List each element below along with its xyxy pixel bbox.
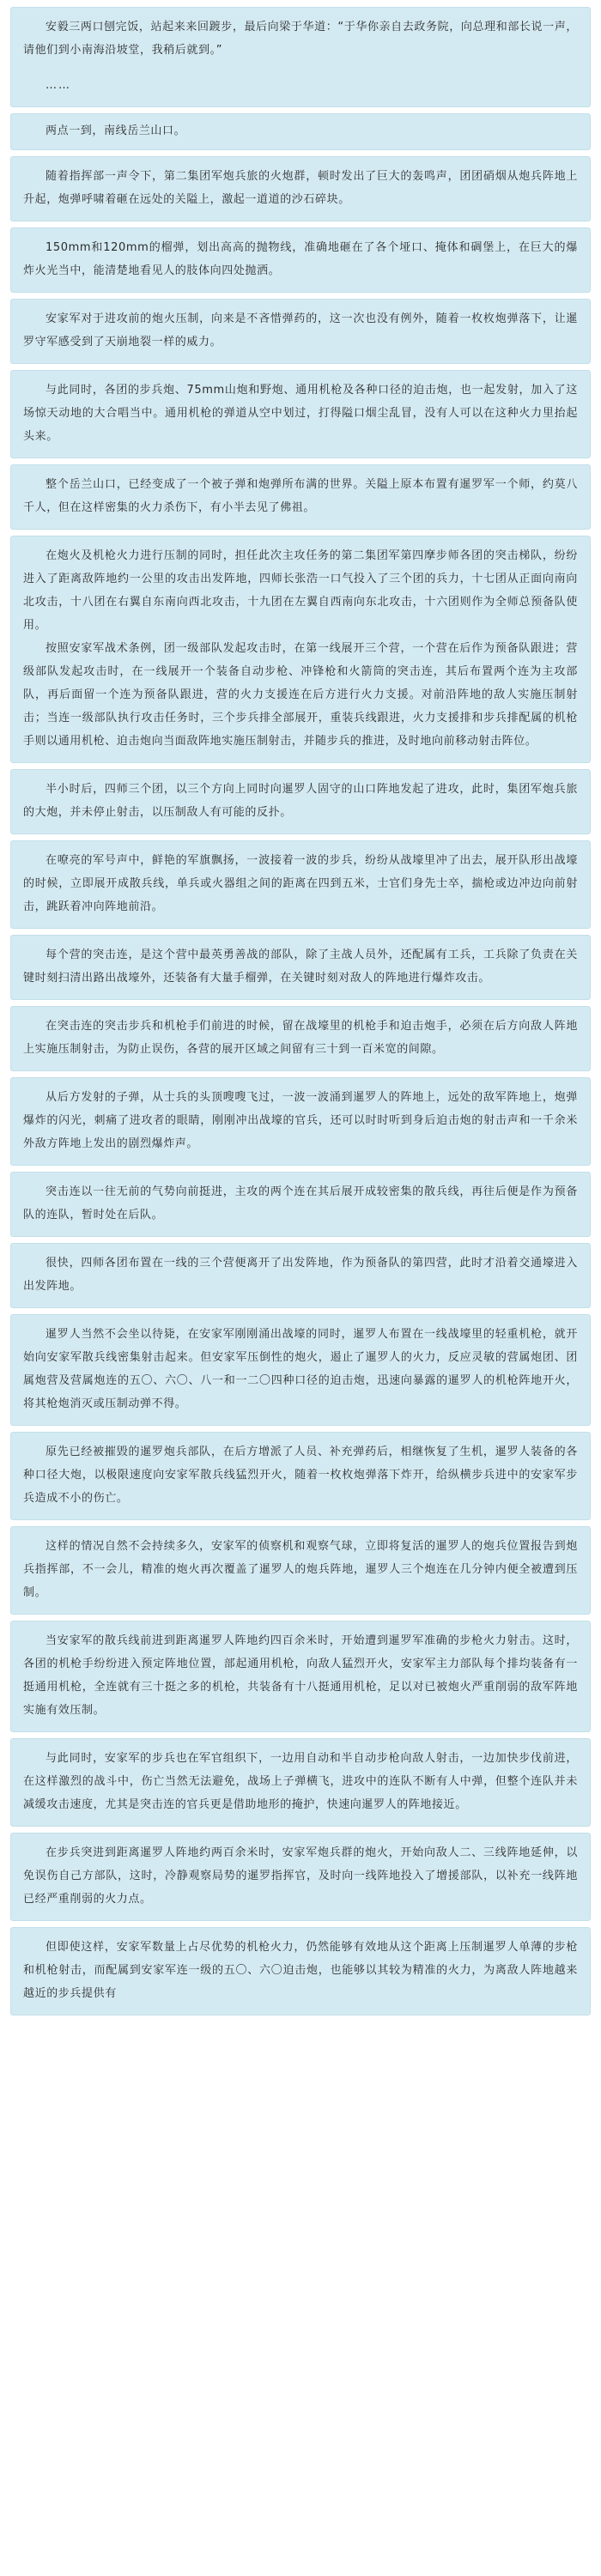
text-block	[10, 1243, 591, 1308]
text-block	[10, 1172, 591, 1237]
ellipsis-separator: ……	[46, 79, 71, 92]
text-block	[10, 113, 591, 150]
text-block	[10, 1833, 591, 1921]
text-block	[10, 1077, 591, 1166]
paragraph: 原先已经被摧毁的暹罗炮兵部队，在后方增派了人员、补充弹药后，相继恢复了生机，暹罗人装备的各种口径大炮，以极限速度向安家军散兵线猛烈开火，随着一枚枚炮弹落下炸开，给纵横步兵进中的安家军步兵造成不小的伤亡。	[23, 1446, 578, 1505]
paragraph: 在步兵突进到距离暹罗人阵地约两百余米时，安家军炮兵群的炮火，开始向敌人二、三线阵地延伸，以免误伤自己方部队，这时，冷静观察局势的暹罗指挥官，及时向一线阵地投入了增援部队，以补充一线阵地已经严重削弱的火力点。	[23, 1846, 578, 1906]
text-block	[10, 1432, 591, 1520]
paragraph: 按照安家军战术条例，团一级部队发起攻击时，在第一线展开三个营，一个营在后作为预备队跟进；营级部队发起攻击时，在一线展开一个装备自动步枪、冲锋枪和火箭筒的突击连，其后布置两个连为主攻部队，再后面留一个连为预备队跟进，营的火力支援连在后方进行火力支援。对前沿阵地的敌人实施压制射击；当连一级部队执行攻击任务时，三个步兵排全部展开，重装兵线跟进，火力支援排和步兵排配属的机枪手则以通用机枪、迫击炮向当面敌阵地实施压制射击，并随步兵的推进，及时地向前移动射击阵位。	[23, 642, 578, 748]
text-block	[10, 1621, 591, 1732]
paragraph: 很快，四师各团布置在一线的三个营便离开了出发阵地，作为预备队的第四营，此时才沿着交通壕进入出发阵地。	[23, 1257, 578, 1293]
text-block	[10, 840, 591, 929]
paragraph: 这样的情况自然不会持续多久，安家军的侦察机和观察气球，立即将复活的暹罗人的炮兵位置报告到炮兵指挥部，不一会儿，精准的炮火再次覆盖了暹罗人的炮兵阵地，暹罗人三个炮连在几分钟内便全被遭到压制。	[23, 1540, 578, 1599]
paragraph: 整个岳兰山口，已经变成了一个被子弹和炮弹所布满的世界。关隘上原本布置有暹罗军一个师，约莫八千人，但在这样密集的火力杀伤下，有小半去见了佛祖。	[23, 478, 578, 514]
paragraph: 从后方发射的子弹，从士兵的头顶嗖嗖飞过，一波一波涌到暹罗人的阵地上，远处的敌军阵地上，炮弹爆炸的闪光，刺痛了进攻者的眼睛，刚刚冲出战壕的官兵，还可以时时听到身后迫击炮的射击声和一千余米外敌方阵地上发出的剧烈爆炸声。	[23, 1091, 578, 1150]
paragraph: 与此同时，各团的步兵炮、75mm山炮和野炮、通用机枪及各种口径的迫击炮，也一起发射，加入了这场惊天动地的大合唱当中。通用机枪的弹道从空中划过，打得隘口烟尘乱冒，没有人可以在这种火力里抬起头来。	[23, 384, 578, 443]
text-block	[10, 935, 591, 1000]
text-block	[10, 1526, 591, 1615]
text-block	[10, 156, 591, 221]
text-block	[10, 464, 591, 530]
paragraph: 每个营的突击连，是这个营中最英勇善战的部队，除了主战人员外，还配属有工兵，工兵除了负责在关键时刻扫清出路出战壕外，还装备有大量手榴弹，在关键时刻对敌人的阵地进行爆炸攻击。	[23, 949, 578, 985]
text-block	[10, 1006, 591, 1071]
paragraph: 与此同时，安家军的步兵也在军官组织下，一边用自动和半自动步枪向敌人射击，一边加快步伐前进，在这样激烈的战斗中，伤亡当然无法避免，战场上子弹横飞，进攻中的连队不断有人中弹，但整个连队并未减缓攻击速度，尤其是突击连的官兵更是借助地形的掩护，快速向暹罗人的阵地接近。	[23, 1752, 578, 1811]
text-block	[10, 1927, 591, 2015]
paragraph: 安家军对于进攻前的炮火压制，向来是不吝惜弹药的，这一次也没有例外，随着一枚枚炮弹落下，让暹罗守军感受到了天崩地裂一样的威力。	[23, 312, 578, 349]
paragraph: 半小时后，四师三个团，以三个方向上同时向暹罗人固守的山口阵地发起了进攻，此时，集团军炮兵旅的大炮，并未停止射击，以压制敌人有可能的反扑。	[23, 783, 578, 819]
paragraph: 暹罗人当然不会坐以待毙，在安家军刚刚涌出战壕的同时，暹罗人布置在一线战壕里的轻重机枪，就开始向安家军散兵线密集射击起来。但安家军压倒性的炮火，遏止了暹罗人的火力，反应灵敏的营属炮团、团属炮营及营属炮连的五〇、六〇、八一和一二〇四种口径的迫击炮，迅速向暴露的暹罗人的机枪阵地开火，将其枪炮消灭或压制动弹不得。	[23, 1328, 578, 1410]
paragraph: 随着指挥部一声令下，第二集团军炮兵旅的火炮群，顿时发出了巨大的轰鸣声，团团硝烟从炮兵阵地上升起，炮弹呼啸着砸在远处的关隘上，激起一道道的沙石碎块。	[23, 170, 578, 206]
paragraph: 但即使这样，安家军数量上占尽优势的机枪火力，仍然能够有效地从这个距离上压制暹罗人单薄的步枪和机枪射击，而配属到安家军连一级的五〇、六〇迫击炮，也能够以其较为精准的火力，为离敌人阵地越来越近的步兵提供有	[23, 1941, 578, 2000]
text-block	[10, 370, 591, 458]
text-block	[10, 769, 591, 834]
text-block	[10, 1314, 591, 1426]
paragraph: 在突击连的突击步兵和机枪手们前进的时候，留在战壕里的机枪手和迫击炮手，必须在后方向敌人阵地上实施压制射击，为防止误伤，各营的展开区域之间留有三十到一百米宽的间隙。	[23, 1020, 578, 1056]
text-block	[10, 1738, 591, 1827]
paragraph: 在炮火及机枪火力进行压制的同时，担任此次主攻任务的第二集团军第四摩步师各团的突击梯队，纷纷进入了距离敌阵地约一公里的攻击出发阵地，四师长张浩一口气投入了三个团的兵力，十七团从正面向南向北攻击，十八团在右翼自东南向西北攻击，十九团在左翼自西南向东北攻击，十六团则作为全师总预备队使用。	[23, 549, 578, 632]
paragraph: 当安家军的散兵线前进到距离暹罗人阵地约四百余米时，开始遭到暹罗军准确的步枪火力射击。这时，各团的机枪手纷纷进入预定阵地位置，部起通用机枪，向敌人猛烈开火，安家军主力部队每个排均装备有一挺通用机枪，全连就有三十挺之多的机枪，共装备有十八挺通用机枪，足以对已被炮火严重削弱的敌军阵地实施有效压制。	[23, 1634, 578, 1717]
text-block	[10, 299, 591, 364]
text-block	[10, 7, 591, 107]
paragraph: 两点一到，南线岳兰山口。	[46, 124, 186, 137]
text-block	[10, 536, 591, 763]
text-block	[10, 227, 591, 293]
paragraph: 150mm和120mm的榴弹，划出高高的抛物线，准确地砸在了各个垭口、掩体和碉堡上，在巨大的爆炸火光当中，能清楚地看见人的肢体向四处抛洒。	[23, 241, 578, 277]
paragraph: 突击连以一往无前的气势向前挺进，主攻的两个连在其后展开成较密集的散兵线，再往后便是作为预备队的连队，暂时处在后队。	[23, 1185, 578, 1221]
paragraph: 安毅三两口刨完饭，站起来来回踱步，最后向梁于华道：“于华你亲自去政务院，向总理和部长说一声，请他们到小南海沿坡堂，我稍后就到。”	[23, 21, 578, 57]
paragraph: 在嘹亮的军号声中，鲜艳的军旗飘扬，一波接着一波的步兵，纷纷从战壕里冲了出去，展开队形出战壕的时候，立即展开成散兵线，单兵或火器组之间的距离在四到五米，士官们身先士卒，揣枪或边冲边向前射击，跳跃着冲向阵地前沿。	[23, 854, 578, 913]
